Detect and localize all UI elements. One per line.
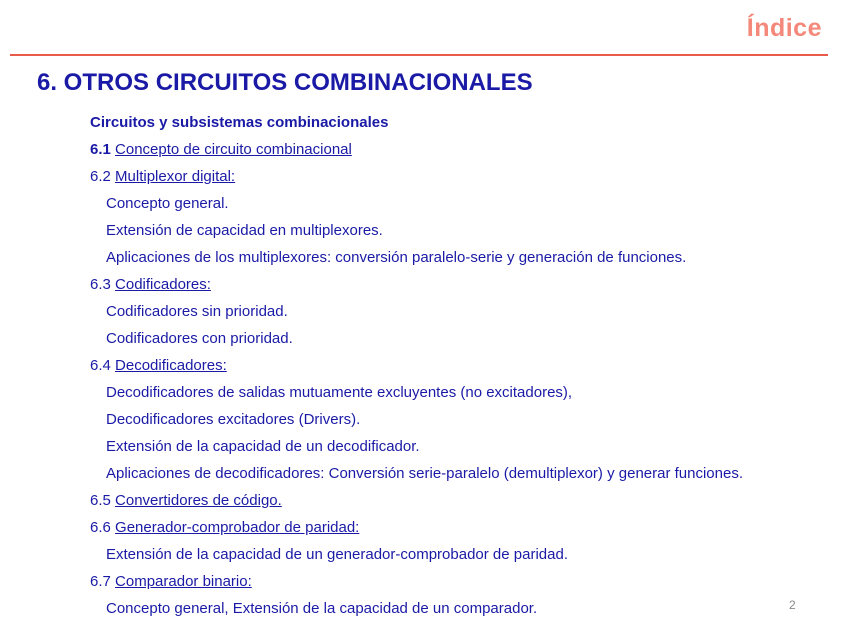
toc-section-6-1 <box>90 136 743 163</box>
toc-section-6-6 <box>90 514 743 541</box>
section-number: 6.1 <box>90 141 111 158</box>
toc-section-6-2 <box>90 163 743 190</box>
toc-subitem: Decodificadores de salidas mutuamente excluyentes (no excitadores), <box>106 384 573 401</box>
toc-subitem: Codificadores sin prioridad. <box>106 303 288 320</box>
toc-subitem: Concepto general, Extensión de la capacidad de un comparador. <box>106 600 538 617</box>
toc-subitem: Extensión de la capacidad de un generador-comprobador de paridad. <box>106 546 568 563</box>
toc-subitem: Concepto general. <box>106 195 229 212</box>
section-number: 6.5 <box>90 492 111 509</box>
toc-subitem: Aplicaciones de los multiplexores: conversión paralelo-serie y generación de funciones. <box>106 249 687 266</box>
section-number: 6.2 <box>90 168 111 185</box>
toc-section-6-5 <box>90 487 743 514</box>
index-heading[interactable]: Índice <box>746 14 822 42</box>
section-number: 6.3 <box>90 276 111 293</box>
toc-subitem: Decodificadores excitadores (Drivers). <box>106 411 361 428</box>
section-link-codificadores[interactable]: Codificadores: <box>115 276 211 293</box>
section-number: 6.6 <box>90 519 111 536</box>
chapter-title: 6. OTROS CIRCUITOS COMBINACIONALES <box>37 69 533 96</box>
toc-intro: Circuitos y subsistemas combinacionales <box>90 114 389 131</box>
toc-section-6-4 <box>90 352 743 379</box>
section-link-multiplexor[interactable]: Multiplexor digital: <box>115 168 236 185</box>
section-link-decodificadores[interactable]: Decodificadores: <box>115 357 227 374</box>
toc-subitem: Extensión de capacidad en multiplexores. <box>106 222 383 239</box>
toc-section-6-3 <box>90 271 743 298</box>
section-link-concepto[interactable]: Concepto de circuito combinacional <box>115 141 352 158</box>
toc-subitem: Extensión de la capacidad de un decodificador. <box>106 438 420 455</box>
toc-section-6-7 <box>90 568 743 595</box>
header-divider <box>10 54 828 56</box>
toc-subitem: Codificadores con prioridad. <box>106 330 293 347</box>
section-link-paridad[interactable]: Generador-comprobador de paridad: <box>115 519 360 536</box>
section-number: 6.7 <box>90 573 111 590</box>
table-of-contents <box>90 109 743 622</box>
page-number: 2 <box>789 598 796 612</box>
section-link-comparador[interactable]: Comparador binario: <box>115 573 252 590</box>
section-link-convertidores[interactable]: Convertidores de código. <box>115 492 282 509</box>
section-number: 6.4 <box>90 357 111 374</box>
toc-subitem: Aplicaciones de decodificadores: Conversión serie-paralelo (demultiplexor) y generar funciones. <box>106 465 744 482</box>
